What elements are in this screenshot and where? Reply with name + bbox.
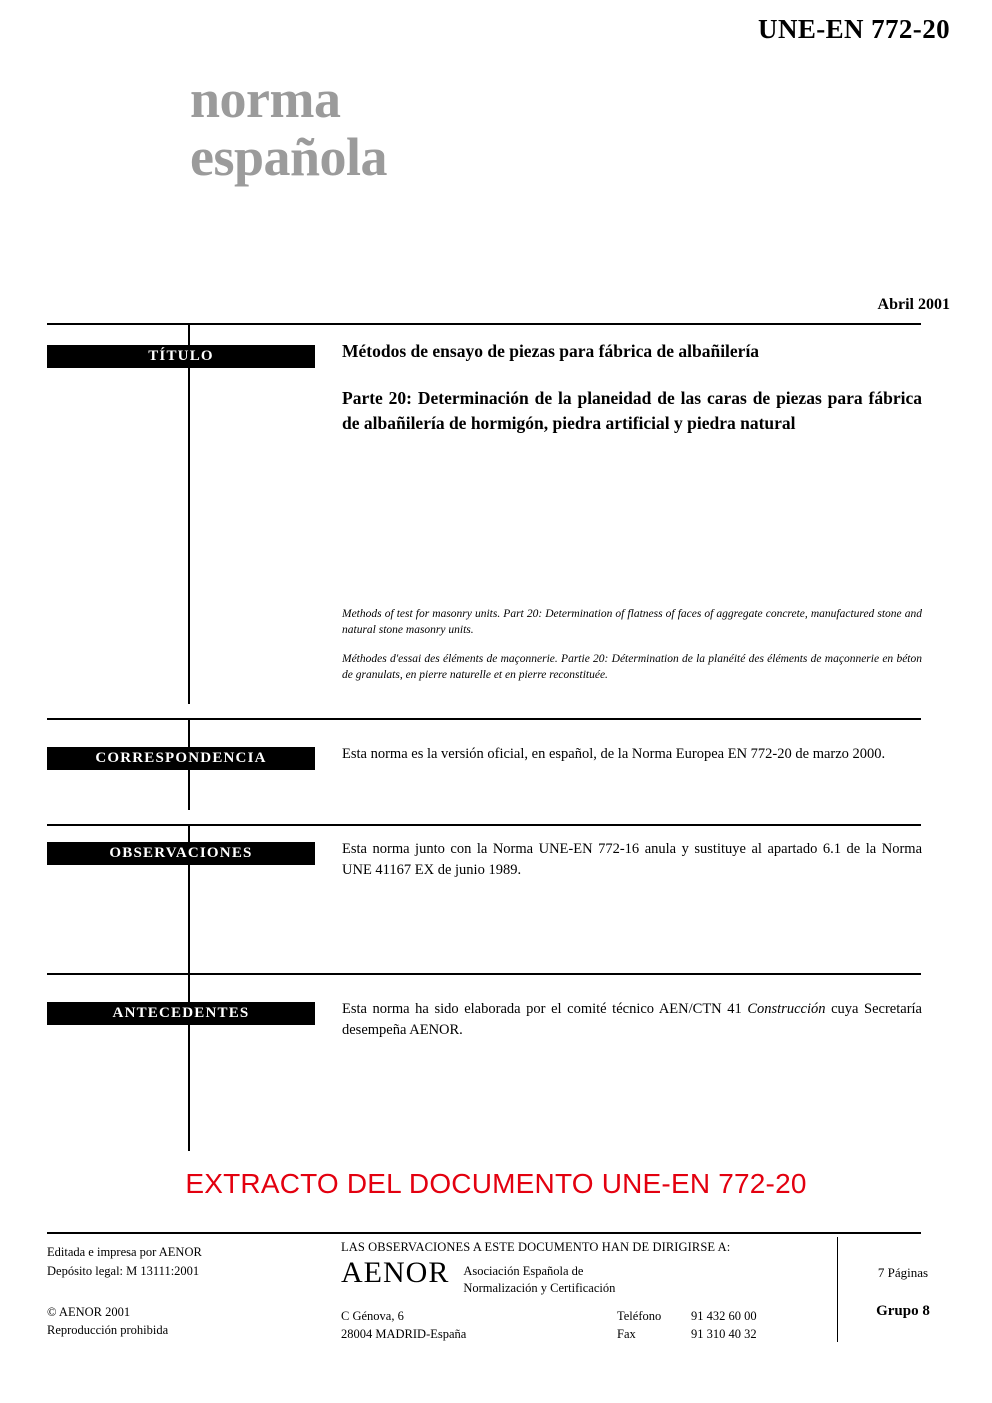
vertical-rule-antecedentes xyxy=(188,973,190,1151)
translation-french: Méthodes d'essai des éléments de maçonnerie. Partie 20: Détermination de la planéité des éléments de maçonnerie en béton de granulats, en pierre naturelle et en pierre reconstituée. xyxy=(342,653,922,681)
correspondencia-text: Esta norma es la versión oficial, en español, de la Norma Europea EN 772-20 de marzo 2000. xyxy=(342,746,886,762)
footer-contact-labels xyxy=(617,1307,691,1343)
footer-address xyxy=(341,1307,617,1343)
section-body-antecedentes xyxy=(342,999,922,1041)
section-tag-correspondencia: CORRESPONDENCIA xyxy=(47,747,315,770)
footer-rule xyxy=(47,1232,921,1234)
antecedentes-text-part2: cuya Secretaría desempeña AENOR. xyxy=(342,1001,922,1039)
rule-correspondencia-top xyxy=(47,718,921,720)
aenor-full-name xyxy=(463,1263,615,1297)
antecedentes-text xyxy=(342,999,922,1041)
translation-english: Methods of test for masonry units. Part 20: Determination of flatness of faces of aggregate concrete, manufactured stone and natural stone masonry units. xyxy=(342,608,922,636)
aenor-identity xyxy=(341,1257,801,1297)
document-code: UNE-EN 772-20 xyxy=(758,14,950,44)
section-tag-antecedentes: ANTECEDENTES xyxy=(47,1002,315,1025)
footer-contact-details xyxy=(341,1307,801,1343)
footer-phone-value: 91 432 60 00 xyxy=(691,1308,757,1323)
footer-legal-deposit: Depósito legal: M 13111:2001 xyxy=(47,1263,200,1278)
antecedentes-text-part1: Esta norma ha sido elaborada por el comité técnico AEN/CTN 41 xyxy=(342,1001,748,1017)
section-body-correspondencia xyxy=(342,744,922,765)
section-tag-titulo: TÍTULO xyxy=(47,345,315,368)
section-tag-observaciones: OBSERVACIONES xyxy=(47,842,315,865)
aenor-name-line-2: Normalización y Certificación xyxy=(463,1280,616,1295)
footer-contact-block xyxy=(341,1240,801,1343)
publication-date: Abril 2001 xyxy=(877,296,950,313)
page-count: 7 Páginas xyxy=(877,1265,929,1280)
footer-phone-label: Teléfono xyxy=(617,1308,662,1323)
footer-address-line-2: 28004 MADRID-España xyxy=(341,1326,467,1341)
rule-observaciones-top xyxy=(47,824,921,826)
footer-observations-heading: LAS OBSERVACIONES A ESTE DOCUMENTO HAN DE DIRIGIRSE A: xyxy=(341,1240,731,1254)
vertical-rule-title xyxy=(188,323,190,704)
footer xyxy=(47,1237,930,1342)
footer-contact-values xyxy=(691,1307,801,1343)
group-number: Grupo 8 xyxy=(876,1303,930,1319)
section-body-titulo xyxy=(342,340,922,436)
document-subtitle: Parte 20: Determinación de la planeidad de las caras de piezas para fábrica de albañilería de hormigón, piedra artificial y piedra natural xyxy=(342,387,922,433)
masthead-line-2: española xyxy=(190,127,388,188)
aenor-logo: AENOR xyxy=(341,1256,450,1289)
section-body-observaciones xyxy=(342,839,922,881)
antecedentes-text-italic: Construcción xyxy=(747,1001,826,1017)
footer-meta xyxy=(837,1237,969,1320)
rule-antecedentes-top xyxy=(47,973,921,975)
footer-reproduction-notice: Reproducción prohibida xyxy=(47,1323,169,1338)
aenor-name-line-1: Asociación Española de xyxy=(463,1264,584,1278)
translations xyxy=(342,607,922,683)
footer-fax-label: Fax xyxy=(617,1326,636,1341)
masthead xyxy=(190,70,950,187)
rule-top xyxy=(47,323,921,325)
footer-address-line-1: C Génova, 6 xyxy=(341,1308,404,1323)
document-title: Métodos de ensayo de piezas para fábrica de albañilería xyxy=(342,341,760,361)
extract-banner: EXTRACTO DEL DOCUMENTO UNE-EN 772-20 xyxy=(185,1168,807,1199)
footer-copyright: © AENOR 2001 xyxy=(47,1304,131,1319)
footer-fax-value: 91 310 40 32 xyxy=(691,1326,757,1341)
observaciones-text: Esta norma junto con la Norma UNE-EN 772-16 anula y sustituye al apartado 6.1 de la Norma UNE 41167 EX de junio 1989. xyxy=(342,841,922,879)
publication-name xyxy=(190,70,950,187)
footer-publisher-info xyxy=(47,1243,297,1340)
footer-editor-line: Editada e impresa por AENOR xyxy=(47,1245,202,1259)
masthead-line-1: norma xyxy=(190,69,341,129)
